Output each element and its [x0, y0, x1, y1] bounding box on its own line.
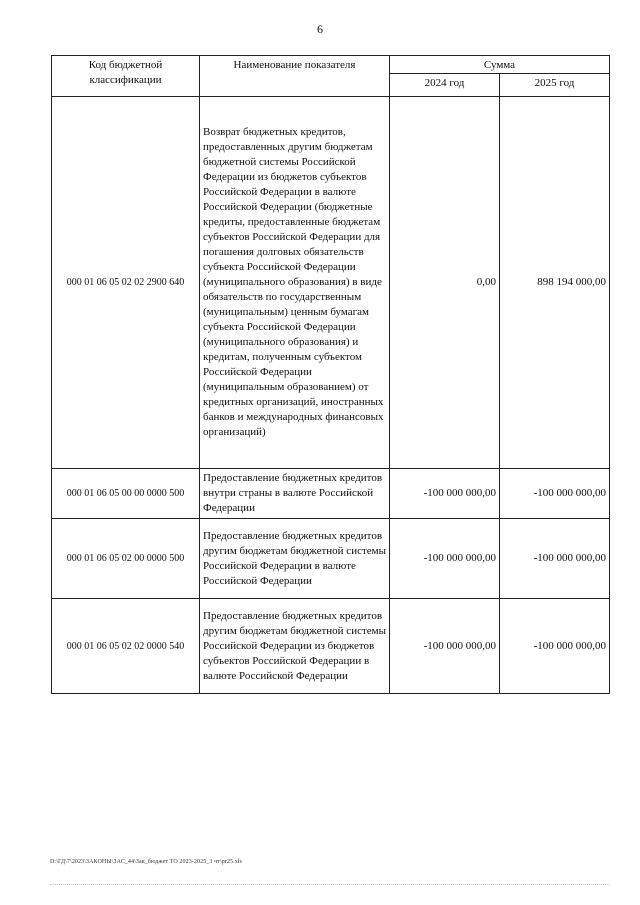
footer-file-path: D:\ГД\7\2023\ЗАКОНЫ\ЗАС_44\Зак_бюджет ТО 2023-2025_3 чт\pr25.xls: [50, 859, 243, 865]
row-name: Возврат бюджетных кредитов, предоставленных другим бюджетам бюджетной системы Российской Федерации из бюджетов субъектов Российской Федерации в валюте Российской Федерации (бюджетные кредиты, предоставленные бюджетам субъектов Российской Федерации для погашения долговых обязательств субъекта Российской Федерации (муниципального образования) в виде обязательств по государственным (муниципальным) ценным бумагам субъекта Российской Федерации (муниципального образования) и кредитам, полученным субъектом Российской Федерации (муниципальным образованием) от кредитных организаций, иностранных банков и международных финансовых организаций): [200, 97, 390, 469]
header-code: Код бюджетной классификации: [52, 56, 200, 97]
header-row: [52, 56, 610, 74]
row-code: 000 01 06 05 02 02 0000 540: [52, 599, 200, 694]
row-amount-2025: -100 000 000,00: [500, 469, 610, 519]
header-year-2024: 2024 год: [390, 74, 500, 97]
table-row: [52, 519, 610, 599]
page-number: 6: [317, 22, 323, 36]
header-year-2025: 2025 год: [500, 74, 610, 97]
row-amount-2025: -100 000 000,00: [500, 519, 610, 599]
row-amount-2025: -100 000 000,00: [500, 599, 610, 694]
table-row: [52, 599, 610, 694]
header-name: Наименование показателя: [200, 56, 390, 97]
footer-divider: [50, 884, 610, 885]
row-name: Предоставление бюджетных кредитов другим бюджетам бюджетной системы Российской Федерации в валюте Российской Федерации: [200, 519, 390, 599]
row-amount-2024: -100 000 000,00: [390, 519, 500, 599]
row-code: 000 01 06 05 02 00 0000 500: [52, 519, 200, 599]
row-amount-2024: 0,00: [390, 97, 500, 469]
budget-table: [51, 55, 610, 694]
table-row: [52, 469, 610, 519]
row-amount-2024: -100 000 000,00: [390, 469, 500, 519]
row-name: Предоставление бюджетных кредитов внутри страны в валюте Российской Федерации: [200, 469, 390, 519]
row-amount-2025: 898 194 000,00: [500, 97, 610, 469]
row-name: Предоставление бюджетных кредитов другим бюджетам бюджетной системы Российской Федерации из бюджетов субъектов Российской Федерации в валюте Российской Федерации: [200, 599, 390, 694]
table-row: [52, 97, 610, 469]
row-code: 000 01 06 05 00 00 0000 500: [52, 469, 200, 519]
row-amount-2024: -100 000 000,00: [390, 599, 500, 694]
header-sum: Сумма: [390, 56, 610, 74]
row-code: 000 01 06 05 02 02 2900 640: [52, 97, 200, 469]
